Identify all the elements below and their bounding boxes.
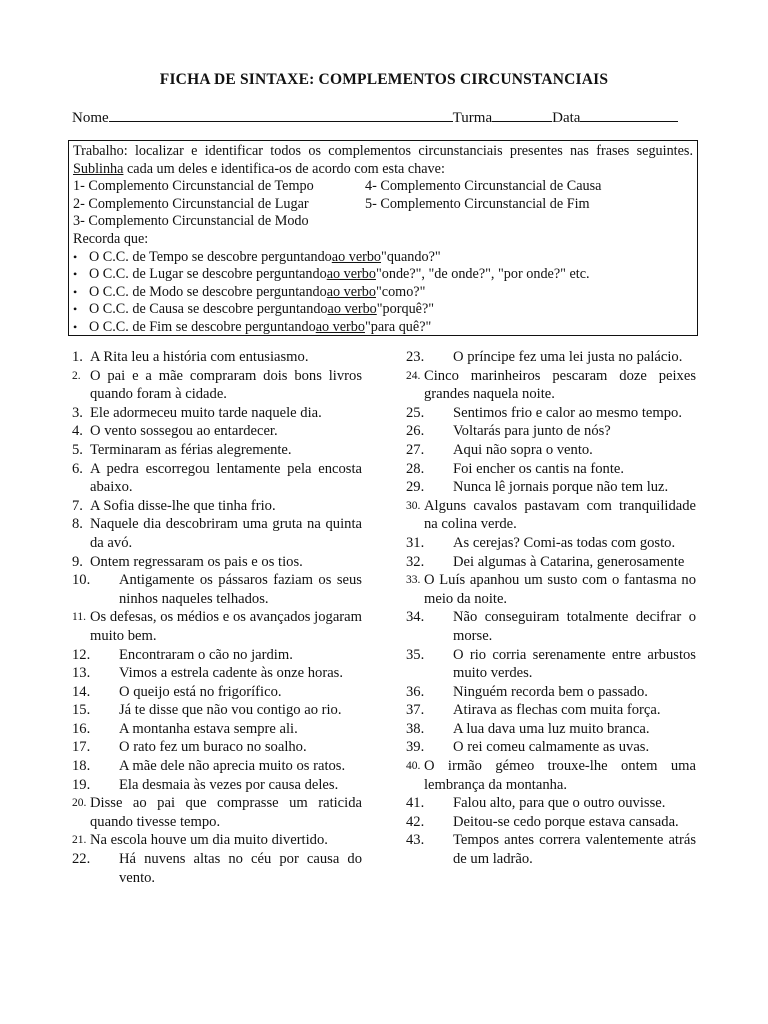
item-number: 9. <box>72 553 83 570</box>
exercise-item <box>406 367 696 404</box>
item-sentence: O Luís apanhou um susto com o fantasma no meio da noite. <box>424 572 696 607</box>
item-number: 21. <box>72 834 87 847</box>
item-number: 36. <box>406 683 425 700</box>
item-sentence: Há nuvens altas no céu por causa do vento. <box>119 851 362 886</box>
item-number: 25. <box>406 404 425 421</box>
exercise-item <box>406 608 696 645</box>
exercise-item <box>406 571 696 608</box>
student-info-line <box>72 107 697 127</box>
recorda-label: Recorda que: <box>73 230 149 247</box>
item-number: 7. <box>72 497 83 514</box>
exercise-item <box>72 701 362 720</box>
exercise-item <box>406 553 696 572</box>
exercise-item <box>72 441 362 460</box>
key-row: 2- Complemento Circunstancial de Lugar 5- Complemento Circunstancial de Fim <box>73 195 590 212</box>
item-sentence: Na escola houve um dia muito divertido. <box>90 832 328 849</box>
item-number: 8. <box>72 516 83 533</box>
key-row: 3- Complemento Circunstancial de Modo <box>73 213 309 230</box>
item-number: 27. <box>406 441 425 458</box>
item-sentence: Foi encher os cantis na fonte. <box>453 460 625 477</box>
exercise-item <box>72 515 362 552</box>
exercise-item <box>72 553 362 572</box>
item-number: 18. <box>72 758 91 775</box>
item-sentence: A Sofia disse-lhe que tinha frio. <box>90 497 276 514</box>
data-blank[interactable] <box>580 107 678 122</box>
item-number: 5. <box>72 441 83 458</box>
exercise-item <box>72 497 362 516</box>
item-sentence: O vento sossegou ao entardecer. <box>90 423 278 440</box>
item-number: 14. <box>72 683 91 700</box>
item-number: 17. <box>72 739 91 756</box>
exercise-item <box>72 683 362 702</box>
item-number: 12. <box>72 646 91 663</box>
item-number: 38. <box>406 720 425 737</box>
item-number: 40. <box>406 760 421 773</box>
item-number: 35. <box>406 646 425 663</box>
exercise-item <box>406 831 696 868</box>
item-number: 29. <box>406 479 425 496</box>
nome-blank[interactable] <box>109 107 453 122</box>
item-number: 39. <box>406 739 425 756</box>
item-sentence: Os defesas, os médios e os avançados jogaram muito bem. <box>90 609 362 644</box>
exercise-item <box>406 441 696 460</box>
item-number: 16. <box>72 720 91 737</box>
item-sentence: Deitou-se cedo porque estava cansada. <box>453 813 679 830</box>
item-sentence: Não conseguiram totalmente decifrar o morse. <box>453 609 696 644</box>
item-number: 15. <box>72 702 91 719</box>
item-number: 26. <box>406 423 425 440</box>
item-sentence: Ontem regressaram os pais e os tios. <box>90 553 303 570</box>
item-number: 4. <box>72 423 83 440</box>
item-number: 34. <box>406 609 425 626</box>
exercise-item <box>72 348 362 367</box>
exercise-item <box>72 367 362 404</box>
exercise-item <box>406 683 696 702</box>
item-sentence: A mãe dele não aprecia muito os ratos. <box>119 758 346 775</box>
exercise-item <box>72 460 362 497</box>
nome-label: Nome <box>72 110 109 126</box>
item-sentence: A pedra escorregou lentamente pela encosta abaixo. <box>90 460 362 496</box>
item-sentence: A montanha estava sempre ali. <box>119 720 298 737</box>
item-sentence: As cerejas? Comi-as todas com gosto. <box>453 534 676 551</box>
exercise-item <box>406 738 696 757</box>
exercise-item <box>72 422 362 441</box>
item-sentence: Antigamente os pássaros faziam os seus ninhos naqueles telhados. <box>119 572 362 607</box>
item-sentence: O queijo está no frigorífico. <box>119 683 282 700</box>
item-sentence: Alguns cavalos pastavam com tranquilidade na colina verde. <box>424 497 696 533</box>
exercise-item <box>406 478 696 497</box>
key-row: 1- Complemento Circunstancial de Tempo 4- Complemento Circunstancial de Causa <box>73 178 602 195</box>
item-number: 20. <box>72 797 87 810</box>
item-sentence: O pai e a mãe compraram dois bons livros quando foram à cidade. <box>90 367 362 403</box>
exercise-item <box>72 646 362 665</box>
exercise-item <box>406 701 696 720</box>
item-sentence: Ele adormeceu muito tarde naquele dia. <box>90 404 322 421</box>
item-sentence: Terminaram as férias alegremente. <box>90 441 292 458</box>
exercise-item <box>72 664 362 683</box>
turma-blank[interactable] <box>492 107 552 122</box>
bullet-icon: • <box>73 319 78 334</box>
exercise-item <box>72 738 362 757</box>
exercise-item <box>406 534 696 553</box>
exercise-item <box>72 831 362 850</box>
recorda-bullet: • O C.C. de Fim se descobre perguntando ao verbo "para quê?" <box>73 318 432 335</box>
bullet-icon: • <box>73 267 78 282</box>
exercise-item <box>406 422 696 441</box>
exercise-item <box>72 850 362 887</box>
item-sentence: O príncipe fez uma lei justa no palácio. <box>453 349 683 365</box>
exercise-column-right <box>406 348 696 869</box>
exercise-item <box>406 813 696 832</box>
item-sentence: O rato fez um buraco no soalho. <box>119 739 307 756</box>
item-number: 2. <box>72 369 81 382</box>
item-number: 19. <box>72 776 91 793</box>
item-sentence: Atirava as flechas com muita força. <box>453 702 661 719</box>
exercise-item <box>72 757 362 776</box>
item-sentence: Disse ao pai que comprasse um raticida quando tivesse tempo. <box>90 795 362 830</box>
item-number: 42. <box>406 813 425 830</box>
item-number: 28. <box>406 460 425 477</box>
item-number: 3. <box>72 404 83 421</box>
item-sentence: Ela desmaia às vezes por causa deles. <box>119 776 339 793</box>
turma-label: Turma <box>452 110 493 126</box>
item-number: 30. <box>406 499 421 512</box>
instructions-text: Trabalho: localizar e identificar todos os complementos circunstanciais presentes nas frases seguintes. Sublinha cada um deles e identifica-os de acordo com esta chave: <box>73 143 693 177</box>
item-sentence: Voltarás para junto de nós? <box>453 423 611 440</box>
item-sentence: A lua dava uma luz muito branca. <box>453 720 650 737</box>
exercise-item <box>72 720 362 739</box>
exercise-item <box>406 720 696 739</box>
bullet-icon: • <box>73 302 78 317</box>
item-sentence: Ninguém recorda bem o passado. <box>453 683 648 700</box>
item-sentence: Nunca lê jornais porque não tem luz. <box>453 479 669 496</box>
item-sentence: Naquele dia descobriram uma gruta na quinta da avó. <box>90 516 362 551</box>
item-number: 32. <box>406 553 425 570</box>
item-number: 22. <box>72 851 91 868</box>
exercise-item <box>72 404 362 423</box>
item-number: 37. <box>406 702 425 719</box>
recorda-bullet: • O C.C. de Tempo se descobre perguntando ao verbo "quando?" <box>73 248 441 265</box>
item-sentence: Encontraram o cão no jardim. <box>119 646 293 663</box>
exercise-item <box>406 646 696 683</box>
data-label: Data <box>552 110 581 126</box>
page-title: FICHA DE SINTAXE: COMPLEMENTOS CIRCUNSTANCIAIS <box>159 71 609 88</box>
item-sentence: O irmão gémeo trouxe-lhe ontem uma lembrança da montanha. <box>424 758 696 793</box>
item-number: 11. <box>72 611 86 624</box>
exercise-item <box>406 404 696 423</box>
exercise-item <box>406 460 696 479</box>
exercise-item <box>406 497 696 534</box>
recorda-bullet: • O C.C. de Causa se descobre perguntando ao verbo "porquê?" <box>73 301 435 318</box>
exercise-item <box>406 757 696 794</box>
item-number: 10. <box>72 572 91 589</box>
item-number: 1. <box>72 349 83 365</box>
item-sentence: Sentimos frio e calor ao mesmo tempo. <box>453 404 682 421</box>
item-number: 33. <box>406 574 421 587</box>
item-number: 13. <box>72 665 91 682</box>
item-sentence: Falou alto, para que o outro ouvisse. <box>453 795 666 812</box>
exercise-item <box>72 776 362 795</box>
recorda-bullet: • O C.C. de Lugar se descobre perguntando ao verbo "onde?", "de onde?", "por onde?" etc. <box>73 266 590 283</box>
item-number: 6. <box>72 460 83 477</box>
exercise-item <box>72 571 362 608</box>
item-sentence: Dei algumas à Catarina, generosamente <box>453 553 685 570</box>
item-sentence: O rei comeu calmamente as uvas. <box>453 739 650 756</box>
bullet-icon: • <box>73 249 78 264</box>
exercise-item <box>72 608 362 645</box>
exercise-item <box>72 794 362 831</box>
recorda-bullet: • O C.C. de Modo se descobre perguntando ao verbo "como?" <box>73 283 426 300</box>
item-sentence: A Rita leu a história com entusiasmo. <box>90 349 309 365</box>
exercise-column-left <box>72 348 362 887</box>
exercise-item <box>406 794 696 813</box>
item-sentence: Cinco marinheiros pescaram doze peixes grandes naquela noite. <box>424 367 696 403</box>
item-sentence: O rio corria serenamente entre arbustos muito verdes. <box>453 646 696 682</box>
item-sentence: Tempos antes correra valentemente atrás de um ladrão. <box>453 832 696 868</box>
item-number: 41. <box>406 795 425 812</box>
item-number: 31. <box>406 534 425 551</box>
item-number: 24. <box>406 369 421 382</box>
exercise-item <box>406 348 696 367</box>
bullet-icon: • <box>73 284 78 299</box>
instructions-box <box>68 140 698 336</box>
item-number: 43. <box>406 832 425 849</box>
item-sentence: Aqui não sopra o vento. <box>453 441 593 458</box>
item-number: 23. <box>406 349 425 365</box>
item-sentence: Já te disse que não vou contigo ao rio. <box>119 702 342 719</box>
item-sentence: Vimos a estrela cadente às onze horas. <box>119 665 344 682</box>
